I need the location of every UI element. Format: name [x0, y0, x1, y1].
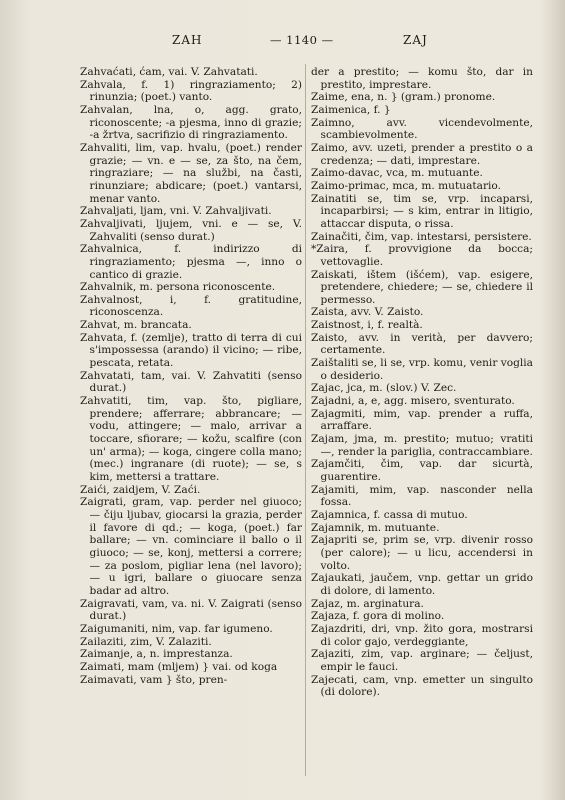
entry-zajamciti: Zajamčiti, čim, vap. dar sicurtà, guarentire.	[311, 458, 533, 483]
entry-zaistnost: Zaistnost, i, f. realtà.	[311, 319, 423, 332]
entry-zajamnik: Zajamnik, m. mutuante.	[311, 521, 440, 534]
entry-zaimo-davac: Zaimo-davac, vca, m. mutuante.	[311, 167, 483, 180]
column-divider	[305, 64, 306, 776]
entry-zaistaliti: Zaištaliti se, li se, vrp. komu, venir voglia o desiderio.	[311, 357, 533, 382]
left-column	[80, 66, 302, 686]
entry-zaime: Zaime, ena, n. } (gram.) pronome.	[311, 91, 496, 104]
entry-zaigumaniti: Zaigumaniti, nim, vap. far igumeno.	[80, 622, 273, 635]
right-guide-word: ZAJ	[403, 33, 428, 47]
entry-zahvalnost: Zahvalnost, i, f. gratitudine, riconoscenza.	[80, 293, 302, 319]
entry-zaici: Zaići, zaidjem, V. Zaći.	[80, 483, 201, 496]
entry-zajecati: Zajecati, cam, vnp. emetter un singulto (di dolore).	[311, 673, 533, 699]
entry-zaimanje: Zaimanje, a, n. imprestanza.	[80, 648, 233, 661]
entry-zaimati: Zaimati, mam (mljem) } vai. od koga	[80, 660, 278, 673]
entry-zajagmiti: Zajagmiti, mim, vap. prender a ruffa, arraffare.	[311, 407, 533, 433]
entry-continuation: der a prestito; — komu što, dar in prestito, imprestare.	[311, 66, 533, 91]
entry-zainaciti: Zainačiti, čim, vap. intestarsi, persistere.	[311, 230, 532, 243]
entry-zaimo-primac: Zaimo-primac, mca, m. mutuatario.	[311, 179, 501, 192]
entry-zajamnica: Zajamnica, f. cassa di mutuo.	[311, 508, 468, 521]
entry-zaimavati: Zaimavati, vam } što, pren-	[80, 673, 228, 686]
entry-zaigrati: Zaigrati, gram, vap. perder nel giuoco; — čiju ljubav, giocarsi la grazia, perder il favore di qd.; — koga, (poet.) far ballare; — vn. cominciare il ballo o il giuoco; — se, konj, mettersi a correre; — za poslom, pigliar lena (nel lavoro); — u igri, ballare o giuocare senza badar ad altro.	[80, 496, 302, 597]
entry-zajaza: Zajaza, f. gora di molino.	[311, 610, 445, 623]
entry-zajam: Zajam, jma, m. prestito; mutuo; vratiti —, render la pariglia, contraccambiare.	[311, 433, 533, 458]
entry-zahvat: Zahvat, m. brancata.	[80, 319, 192, 332]
entry-zahvacati: Zahvaćati, ćam, vai. V. Zahvatati.	[80, 66, 258, 78]
entry-zaimo: Zaimo, avv. uzeti, prender a prestito o a credenza; — dati, imprestare.	[311, 141, 533, 167]
entry-zajazdriti: Zajazdriti, dri, vnp. žito gora, mostrarsi di color gajo, verdeggiante,	[311, 622, 533, 648]
entry-zainatiti: Zainatiti se, tim se, vrp. incaparsi, incaparbirsi; — s kim, entrar in litigio, attaccar disputa, o rissa.	[311, 192, 533, 230]
entry-zajac: Zajac, jca, m. (slov.) V. Zec.	[311, 382, 457, 395]
entry-zahvaliti: Zahvaliti, lim, vap. hvalu, (poet.) render grazie; — vn. e — se, za što, na čem, ringraziare; — na službi, na časti, rinunziare; abdicare; (poet.) vantarsi, menar vanto.	[80, 141, 302, 205]
entry-zajapriti: Zajapriti se, prim se, vrp. divenir rosso (per calore); — u licu, accendersi in volto.	[311, 534, 533, 572]
entry-zailaziti: Zailaziti, zim, V. Zalaziti.	[80, 635, 212, 648]
entry-zahvalnica: Zahvalnica, f. indirizzo di ringraziamento; pjesma —, inno o cantico di grazie.	[80, 243, 302, 281]
entry-zahvala: Zahvala, f. 1) ringraziamento; 2) rinunzia; (poet.) vanto.	[80, 78, 302, 104]
entry-zajaukati: Zajaukati, jaučem, vnp. gettar un grido di dolore, di lamento.	[311, 572, 533, 597]
entry-zajaz: Zajaz, m. arginatura.	[311, 597, 424, 610]
right-column	[311, 66, 533, 699]
entry-zahvalnik: Zahvalnik, m. persona riconoscente.	[80, 281, 276, 294]
entry-zaira: *Zaira, f. provvigione da bocca; vettovaglie.	[311, 243, 533, 268]
entry-zahvaljivati: Zahvaljivati, ljujem, vni. e — se, V. Zahvaliti (senso durat.)	[80, 217, 302, 243]
entry-zaista: Zaista, avv. V. Zaisto.	[311, 306, 424, 319]
page-number: — 1140 —	[270, 33, 334, 47]
entry-zajaziti: Zajaziti, zim, vap. arginare; — čeljust, empir le fauci.	[311, 648, 533, 673]
entry-zahvata: Zahvata, f. (zemlje), tratto di terra di cui s'impossessa (arando) il vicino; — ribe, pescata, retata.	[80, 331, 302, 370]
entry-zahvatiti: Zahvatiti, tim, vap. što, pigliare, prendere; afferrare; abbrancare; — vodu, attingere; — malo, arrivar a toccare, sfiorare; — kožu, scalfire (con un' arma); — koga, cingere colla mano; (mec.) ingranare (di ruote); — se, s kim, mettersi a trattare.	[80, 395, 302, 483]
entry-zajamiti: Zajamiti, mim, vap. nasconder nella fossa.	[311, 483, 533, 509]
left-guide-word: ZAH	[172, 33, 203, 47]
entry-zahvaljati: Zahvaljati, ljam, vni. V. Zahvaljivati.	[80, 205, 272, 218]
entry-zaigravati: Zaigravati, vam, va. ni. V. Zaigrati (senso durat.)	[80, 597, 302, 623]
entry-zaimno: Zaimno, avv. vicendevolmente, scambievolmente.	[311, 116, 533, 142]
entry-zahvalan: Zahvalan, lna, o, agg. grato, riconoscente; -a pjesma, inno di grazie; -a žrtva, sacrifizio di ringraziamento.	[80, 103, 302, 142]
entry-zaisto: Zaisto, avv. in verità, per davvero; certamente.	[311, 331, 533, 357]
entry-zaimenica: Zaimenica, f. }	[311, 103, 391, 116]
entry-zahvatati: Zahvatati, tam, vai. V. Zahvatiti (senso durat.)	[80, 369, 302, 395]
entry-zaiskati: Zaiskati, ištem (išćem), vap. esigere, pretendere, chiedere; — se, chiedere il permesso.	[311, 268, 533, 306]
entry-zajadni: Zajadni, a, e, agg. misero, sventurato.	[311, 395, 515, 408]
